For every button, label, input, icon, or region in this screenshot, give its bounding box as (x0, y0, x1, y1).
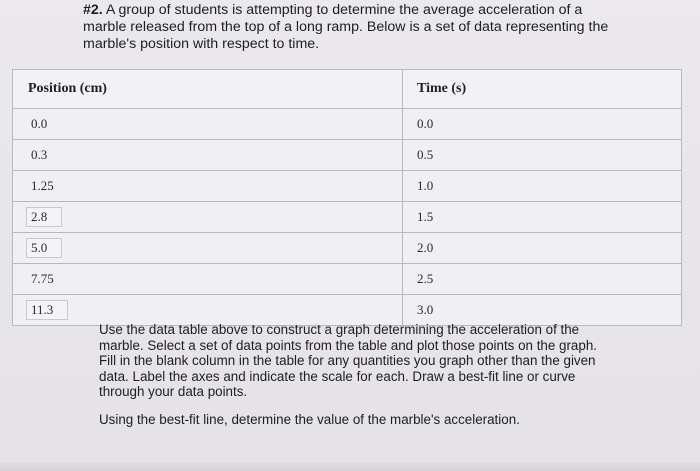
position-time-table (12, 69, 682, 326)
problem-statement (83, 2, 623, 54)
position-cell (13, 233, 403, 264)
time-cell: 0.5 (403, 140, 682, 171)
position-value-box: 5.0 (26, 238, 62, 258)
question-text: Using the best-fit line, determine the value of the marble's acceleration. (99, 411, 520, 427)
position-cell: 7.75 (13, 264, 403, 295)
instructions-block (99, 322, 609, 440)
table-row (13, 202, 682, 233)
table-row (13, 295, 682, 326)
time-cell: 2.0 (403, 233, 682, 264)
time-cell: 3.0 (403, 295, 682, 326)
position-value-box: 11.3 (26, 300, 68, 320)
table-row (13, 264, 682, 295)
position-value-box: 2.8 (26, 207, 62, 227)
time-cell: 1.5 (403, 202, 682, 233)
position-cell: 1.25 (13, 171, 403, 202)
position-cell: 0.0 (13, 109, 403, 140)
instructions-text: Use the data table above to construct a graph determining the acceleration of the marble. Select a set of data points from the table and plot those points on the graph. Fill in the blank column in the table for any quantities you graph other than the given data. Label the axes and indicate the scale for each. Draw a best-fit line or curve through your data points. (99, 322, 597, 400)
time-cell: 2.5 (403, 264, 682, 295)
table-header-row (13, 70, 682, 109)
problem-intro-text: A group of students is attempting to determine the average acceleration of a marble released from the top of a long ramp. Below is a set of data representing the marble's position with respect to time. (83, 2, 609, 53)
position-cell (13, 295, 403, 326)
time-cell: 0.0 (403, 109, 682, 140)
table-row (13, 233, 682, 264)
time-cell: 1.0 (403, 171, 682, 202)
position-cell (13, 202, 403, 233)
table-row (13, 109, 682, 140)
page-bottom-edge (0, 463, 700, 471)
header-time: Time (s) (403, 70, 682, 109)
header-position: Position (cm) (13, 70, 403, 109)
table-row (13, 171, 682, 202)
position-cell: 0.3 (13, 140, 403, 171)
problem-number: #2. (83, 2, 103, 18)
table-row (13, 140, 682, 171)
